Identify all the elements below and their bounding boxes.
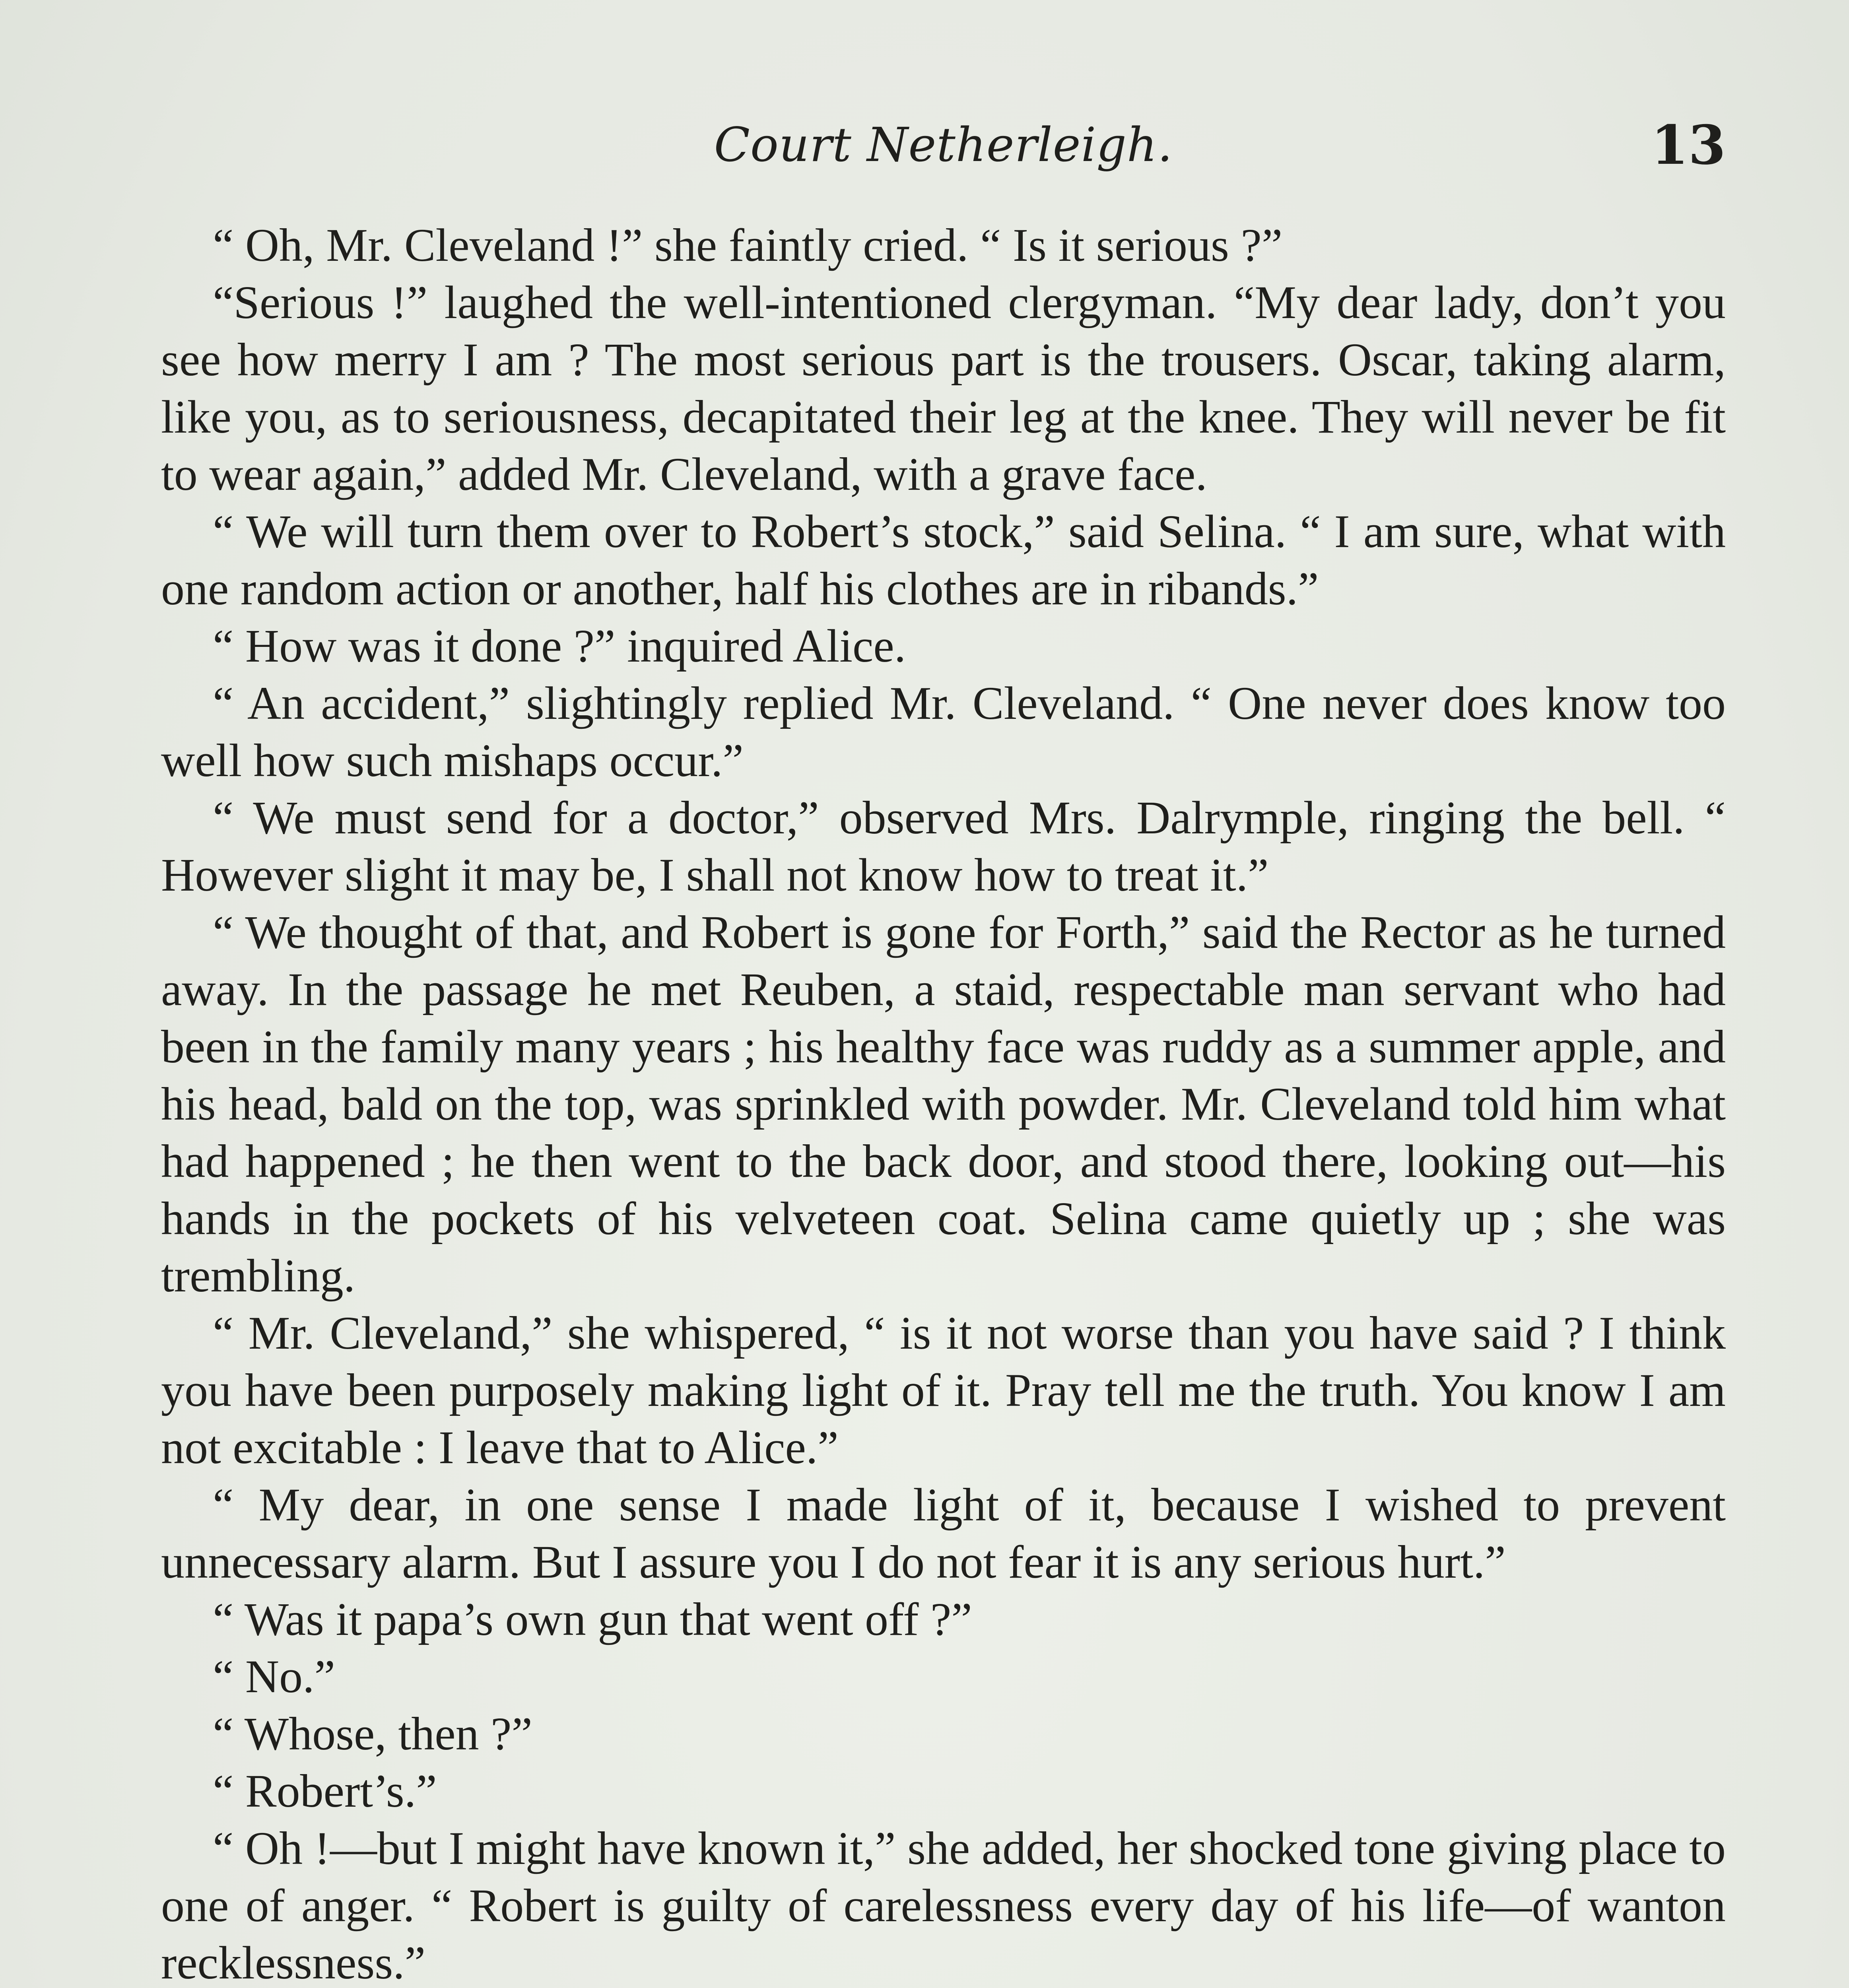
page-number: 13 bbox=[1651, 113, 1726, 177]
paragraph: “ We will turn them over to Robert’s stock,” said Selina. “ I am sure, what with one random action or another, half his clothes are in ribands.” bbox=[161, 505, 1726, 615]
paragraph: “ Oh !—but I might have known it,” she added, her shocked tone giving place to one of anger. “ Robert is guilty of carelessness every day of his life—of wanton recklessness.” bbox=[161, 1822, 1726, 1988]
paragraph: “ An accident,” slightingly replied Mr. Cleveland. “ One never does know too well how such mishaps occur.” bbox=[161, 677, 1726, 786]
paragraph: “ How was it done ?” inquired Alice. bbox=[213, 620, 906, 672]
body-text bbox=[161, 217, 1726, 1988]
paragraph: “ My dear, in one sense I made light of it, because I wished to prevent unnecessary alarm. But I assure you I do not fear it is any serious hurt.” bbox=[161, 1479, 1726, 1588]
paragraph: “ Whose, then ?” bbox=[213, 1708, 532, 1760]
paragraph: “ No.” bbox=[213, 1650, 335, 1703]
paragraph: “ Mr. Cleveland,” she whispered, “ is it not worse than you have said ? I think you have been purposely making light of it. Pray tell me the truth. You know I am not excitable : I leave that to Alice.” bbox=[161, 1307, 1726, 1474]
running-title: Court Netherleigh. bbox=[714, 117, 1173, 172]
paragraph: “ Oh, Mr. Cleveland !” she faintly cried. “ Is it serious ?” bbox=[213, 219, 1283, 271]
page-header bbox=[161, 105, 1726, 185]
paragraph: “ Was it papa’s own gun that went off ?” bbox=[213, 1593, 972, 1645]
paragraph: “ Robert’s.” bbox=[213, 1765, 437, 1817]
paragraph: “ We must send for a doctor,” observed Mrs. Dalrymple, ringing the bell. “ However slight it may be, I shall not know how to treat it.” bbox=[161, 792, 1726, 901]
paragraph: “ We thought of that, and Robert is gone for Forth,” said the Rector as he turned away. In the passage he met Reuben, a staid, respectable man servant who had been in the family many years ; his healthy face was ruddy as a summer apple, and his head, bald on the top, was sprinkled with powder. Mr. Cleveland told him what had happened ; he then went to the back door, and stood there, looking out—his hands in the pockets of his velveteen coat. Selina came quietly up ; she was trembling. bbox=[161, 906, 1726, 1302]
paragraph: “Serious !” laughed the well-intentioned clergyman. “My dear lady, don’t you see how merry I am ? The most serious part is the trousers. Oscar, taking alarm, like you, as to seriousness, decapitated their leg at the knee. They will never be fit to wear again,” added Mr. Cleveland, with a grave face. bbox=[161, 276, 1726, 500]
